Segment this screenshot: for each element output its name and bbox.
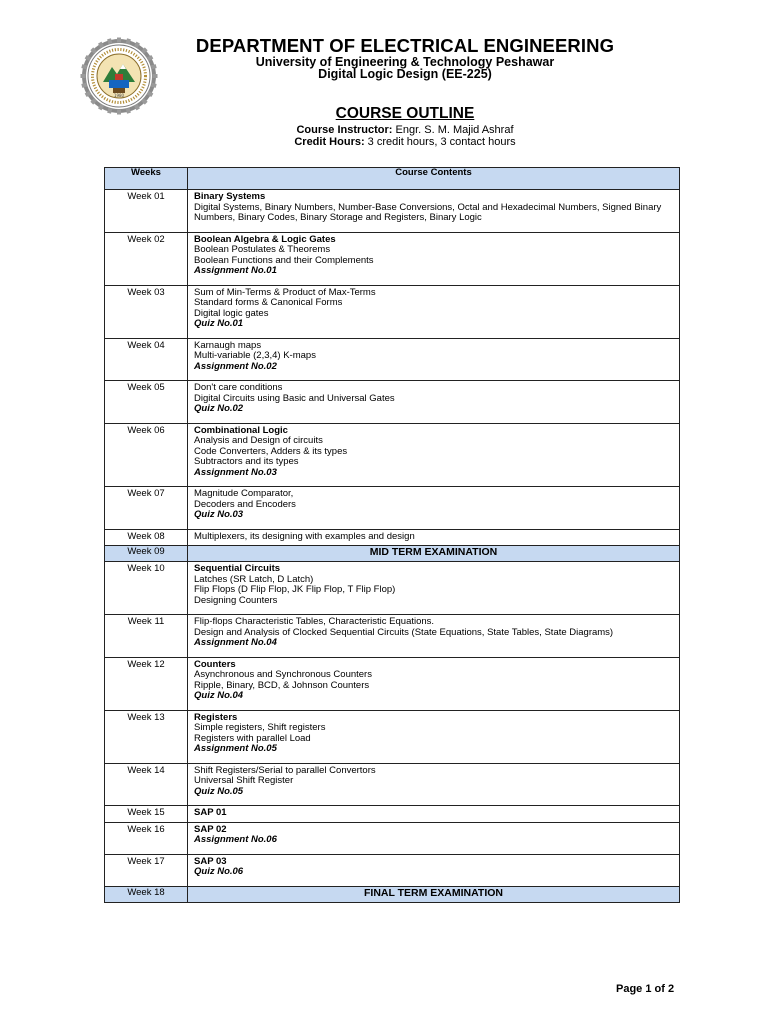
- assessment-item: Assignment No.06: [194, 834, 277, 845]
- contents-cell: [188, 529, 680, 546]
- assessment-item: Assignment No.02: [194, 360, 277, 372]
- table-row: [105, 562, 680, 615]
- department-title: DEPARTMENT OF ELECTRICAL ENGINEERING: [195, 35, 615, 56]
- week-cell: Week 18: [105, 886, 188, 902]
- credit-hours-value: 3 credit hours, 3 contact hours: [364, 136, 516, 148]
- week-cell: Week 05: [105, 381, 188, 424]
- topic-title: SAP 02: [194, 823, 227, 835]
- table-row: [105, 822, 680, 854]
- topic-title: SAP 03: [194, 855, 227, 867]
- week-cell: Week 15: [105, 806, 188, 823]
- credit-hours-label: Credit Hours:: [294, 136, 365, 148]
- table-row: [105, 710, 680, 763]
- contents-cell: [188, 338, 680, 381]
- topic-title: Registers: [194, 711, 238, 723]
- exam-row: [105, 546, 680, 562]
- topic-title: Sequential Circuits: [194, 563, 281, 574]
- table-row: [105, 232, 680, 285]
- contents-cell: [188, 423, 680, 487]
- instructor-label: Course Instructor:: [296, 124, 393, 136]
- table-header-row: [105, 168, 680, 190]
- topic-line: Designing Counters: [194, 594, 278, 606]
- table-row: [105, 763, 680, 806]
- topic-line: Digital logic gates: [194, 307, 269, 319]
- week-cell: Week 16: [105, 822, 188, 854]
- week-cell: Week 01: [105, 190, 188, 233]
- week-cell: Week 06: [105, 423, 188, 487]
- assessment-item: Assignment No.05: [194, 743, 277, 754]
- topic-line: Magnitude Comparator,: [194, 488, 294, 499]
- table-row: [105, 487, 680, 530]
- contents-cell: [188, 232, 680, 285]
- topic-line: Boolean Postulates & Theorems: [194, 244, 331, 255]
- topic-title: Counters: [194, 658, 236, 670]
- document-title: COURSE OUTLINE: [335, 105, 475, 122]
- exam-label: FINAL TERM EXAMINATION: [188, 886, 680, 902]
- week-cell: Week 09: [105, 546, 188, 562]
- topic-line: Subtractors and its types: [194, 456, 299, 467]
- topic-line: Multi-variable (2,3,4) K-maps: [194, 350, 316, 361]
- exam-row: [105, 886, 680, 902]
- table-row: [105, 657, 680, 710]
- topic-line: Registers with parallel Load: [194, 732, 311, 744]
- topic-line: Analysis and Design of circuits: [194, 435, 323, 446]
- topic-line: Flip Flops (D Flip Flop, JK Flip Flop, T Flip Flop): [194, 584, 396, 595]
- topic-title: SAP 01: [194, 807, 227, 818]
- contents-cell: [188, 822, 680, 854]
- week-cell: Week 12: [105, 657, 188, 710]
- week-cell: Week 17: [105, 854, 188, 886]
- topic-line: Multiplexers, its designing with examples and design: [194, 530, 415, 542]
- topic-line: Simple registers, Shift registers: [194, 722, 326, 733]
- contents-column-header: Course Contents: [188, 168, 680, 190]
- week-cell: Week 07: [105, 487, 188, 530]
- assessment-item: Quiz No.06: [194, 866, 244, 877]
- table-row: [105, 854, 680, 886]
- topic-title: Combinational Logic: [194, 424, 288, 436]
- table-row: [105, 529, 680, 546]
- contents-cell: [188, 381, 680, 424]
- assessment-item: Quiz No.04: [194, 690, 244, 701]
- contents-cell: [188, 285, 680, 338]
- topic-line: Design and Analysis of Clocked Sequential Circuits (State Equations, State Tables, State Diagrams): [194, 626, 614, 638]
- topic-line: Sum of Min-Terms & Product of Max-Terms: [194, 286, 376, 298]
- topic-line: Latches (SR Latch, D Latch): [194, 573, 314, 585]
- table-row: [105, 338, 680, 381]
- table-body: [105, 190, 680, 903]
- assessment-item: Quiz No.03: [194, 509, 244, 520]
- topic-title: Binary Systems: [194, 191, 266, 202]
- topic-line: Digital Circuits using Basic and Universal Gates: [194, 392, 395, 404]
- assessment-item: Quiz No.01: [194, 318, 244, 329]
- course-name: Digital Logic Design (EE-225): [318, 67, 492, 81]
- course-instructor: [170, 124, 640, 136]
- topic-line: Boolean Functions and their Complements: [194, 254, 374, 266]
- topic-line: Karnaugh maps: [194, 339, 262, 351]
- table-row: [105, 381, 680, 424]
- topic-line: Universal Shift Register: [194, 775, 294, 786]
- table-row: [105, 190, 680, 233]
- topic-line: Flip-flops Characteristic Tables, Characteristic Equations.: [194, 616, 435, 627]
- assessment-item: Assignment No.03: [194, 466, 277, 478]
- exam-label: MID TERM EXAMINATION: [188, 546, 680, 562]
- contents-cell: [188, 657, 680, 710]
- credit-hours: [170, 136, 640, 148]
- topic-line: Asynchronous and Synchronous Counters: [194, 669, 372, 680]
- assessment-item: Quiz No.05: [194, 785, 244, 797]
- contents-cell: [188, 806, 680, 823]
- contents-cell: [188, 854, 680, 886]
- page-number: Page 1 of 2: [616, 983, 675, 995]
- contents-cell: [188, 562, 680, 615]
- university-name: University of Engineering & Technology Peshawar: [255, 55, 555, 69]
- topic-line: Digital Systems, Binary Numbers, Number-Base Conversions, Octal and Hexadecimal Numbers, Signed Binary Numbers, Binary Codes, Binary Storage and Registers, Binary Logic: [194, 201, 662, 223]
- assessment-item: Quiz No.02: [194, 403, 244, 414]
- contents-cell: [188, 710, 680, 763]
- contents-cell: [188, 190, 680, 233]
- assessment-item: Assignment No.04: [194, 637, 277, 648]
- course-outline-table: [104, 167, 680, 903]
- week-cell: Week 11: [105, 615, 188, 658]
- instructor-value: Engr. S. M. Majid Ashraf: [392, 124, 514, 136]
- topic-line: Don't care conditions: [194, 382, 283, 393]
- week-cell: Week 10: [105, 562, 188, 615]
- svg-text:1980: 1980: [113, 93, 125, 98]
- table-row: [105, 285, 680, 338]
- week-cell: Week 14: [105, 763, 188, 806]
- week-cell: Week 03: [105, 285, 188, 338]
- weeks-column-header: Weeks: [105, 168, 188, 190]
- week-cell: Week 08: [105, 529, 188, 546]
- topic-line: Code Converters, Adders & its types: [194, 445, 348, 457]
- topic-line: Decoders and Encoders: [194, 498, 296, 510]
- contents-cell: [188, 763, 680, 806]
- university-seal-icon: [79, 36, 159, 116]
- topic-title: Boolean Algebra & Logic Gates: [194, 233, 336, 245]
- assessment-item: Assignment No.01: [194, 265, 277, 276]
- table-row: [105, 806, 680, 823]
- week-cell: Week 04: [105, 338, 188, 381]
- table-row: [105, 615, 680, 658]
- table-row: [105, 423, 680, 487]
- topic-line: Shift Registers/Serial to parallel Convertors: [194, 764, 376, 776]
- week-cell: Week 02: [105, 232, 188, 285]
- contents-cell: [188, 615, 680, 658]
- topic-line: Ripple, Binary, BCD, & Johnson Counters: [194, 679, 370, 691]
- week-cell: Week 13: [105, 710, 188, 763]
- contents-cell: [188, 487, 680, 530]
- topic-line: Standard forms & Canonical Forms: [194, 297, 343, 308]
